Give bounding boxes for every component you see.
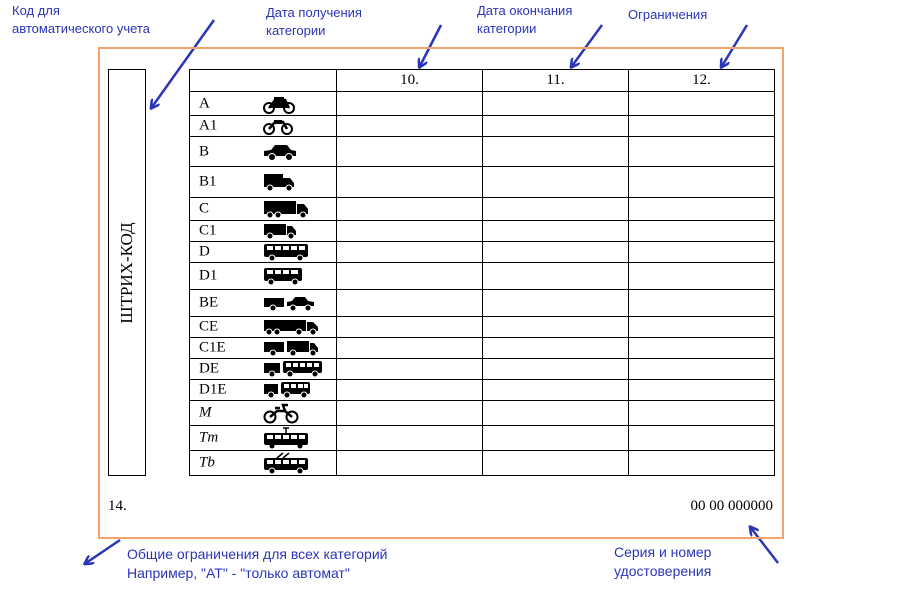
restrictions-cell [629, 116, 775, 137]
category-cell [190, 401, 337, 426]
annotation-code-auto: Код для автоматического учета [12, 3, 150, 36]
date-end-cell [483, 263, 629, 290]
category-label: A1 [199, 117, 218, 134]
date-received-cell [337, 338, 483, 359]
header-row [190, 70, 775, 92]
date-end-cell [483, 290, 629, 317]
category-cell [190, 338, 337, 359]
trolleybus-icon [263, 452, 309, 474]
category-cell [190, 92, 337, 116]
arrow-general [86, 540, 120, 563]
category-row-ce [190, 317, 775, 338]
date-end-cell [483, 401, 629, 426]
category-row-a1 [190, 116, 775, 137]
header-col-11: 11. [483, 70, 629, 92]
small-truck-trailer-icon [263, 339, 319, 357]
category-cell [190, 167, 337, 198]
category-label: B1 [199, 173, 217, 190]
category-cell [190, 137, 337, 167]
tram-icon [263, 427, 309, 449]
light-motorcycle-icon [263, 117, 293, 135]
category-label: BE [199, 294, 219, 311]
restrictions-cell [629, 290, 775, 317]
date-end-cell [483, 451, 629, 476]
restrictions-cell [629, 359, 775, 380]
date-end-cell [483, 317, 629, 338]
category-cell [190, 116, 337, 137]
category-label: A [199, 95, 210, 111]
date-received-cell [337, 137, 483, 167]
date-received-cell [337, 401, 483, 426]
moped-icon [263, 402, 299, 424]
date-received-cell [337, 359, 483, 380]
date-received-cell [337, 167, 483, 198]
date-received-cell [337, 198, 483, 221]
category-row-c1 [190, 221, 775, 242]
restrictions-cell [629, 380, 775, 401]
category-row-tm [190, 426, 775, 451]
annotation-date-received: Дата получения категории [266, 5, 362, 38]
date-received-cell [337, 263, 483, 290]
barcode-label: ШТРИХ-КОД [117, 221, 136, 324]
category-label: DE [199, 360, 219, 377]
date-received-cell [337, 380, 483, 401]
car-trailer-icon [263, 294, 315, 312]
date-end-cell [483, 137, 629, 167]
date-end-cell [483, 359, 629, 380]
category-row-tb [190, 451, 775, 476]
restrictions-cell [629, 263, 775, 290]
annotation-general-restrictions: Общие ограничения для всех категорий Например, "АТ" - "только автомат" [127, 546, 388, 581]
small-bus-icon [263, 266, 303, 286]
serial-number: 00 00 000000 [690, 498, 773, 514]
category-row-a [190, 92, 775, 116]
restrictions-cell [629, 221, 775, 242]
categories-table [189, 69, 775, 476]
truck-trailer-icon [263, 318, 319, 336]
restrictions-cell [629, 92, 775, 116]
restrictions-cell [629, 451, 775, 476]
header-col-10: 10. [337, 70, 483, 92]
category-cell [190, 263, 337, 290]
category-row-b1 [190, 167, 775, 198]
restrictions-cell [629, 137, 775, 167]
date-received-cell [337, 221, 483, 242]
restrictions-cell [629, 242, 775, 263]
category-label: Tm [199, 429, 219, 446]
category-label: C1E [199, 339, 226, 356]
category-cell [190, 198, 337, 221]
annotation-series-number: Серия и номер удостоверения [614, 544, 712, 579]
header-blank [190, 70, 337, 92]
small-bus-trailer-icon [263, 381, 311, 399]
category-row-c1e [190, 338, 775, 359]
date-received-cell [337, 242, 483, 263]
category-cell [190, 242, 337, 263]
category-row-m [190, 401, 775, 426]
category-label: C1 [199, 222, 217, 239]
date-received-cell [337, 426, 483, 451]
motorcycle-icon [263, 94, 295, 114]
category-label: C [199, 200, 210, 217]
date-received-cell [337, 451, 483, 476]
category-label: CE [199, 318, 219, 335]
restrictions-cell [629, 167, 775, 198]
category-row-de [190, 359, 775, 380]
date-end-cell [483, 242, 629, 263]
category-cell [190, 290, 337, 317]
date-received-cell [337, 92, 483, 116]
category-cell [190, 221, 337, 242]
category-cell [190, 426, 337, 451]
light-truck-icon [263, 172, 295, 192]
bus-icon [263, 243, 309, 261]
date-end-cell [483, 167, 629, 198]
truck-icon [263, 199, 309, 219]
category-row-b [190, 137, 775, 167]
restrictions-cell [629, 426, 775, 451]
restrictions-cell [629, 317, 775, 338]
date-received-cell [337, 317, 483, 338]
category-row-be [190, 290, 775, 317]
category-label: M [199, 404, 212, 421]
category-row-c [190, 198, 775, 221]
restrictions-cell [629, 401, 775, 426]
category-label: D1E [199, 381, 227, 398]
category-row-d1e [190, 380, 775, 401]
bus-trailer-icon [263, 360, 323, 378]
date-end-cell [483, 221, 629, 242]
date-end-cell [483, 198, 629, 221]
category-label: Tb [199, 454, 215, 471]
category-cell [190, 451, 337, 476]
category-label: D1 [199, 267, 218, 284]
date-received-cell [337, 290, 483, 317]
date-end-cell [483, 116, 629, 137]
field-14-label: 14. [108, 498, 127, 514]
annotation-restrictions: Ограничения [628, 7, 708, 22]
date-end-cell [483, 426, 629, 451]
date-end-cell [483, 92, 629, 116]
date-end-cell [483, 380, 629, 401]
restrictions-cell [629, 338, 775, 359]
date-end-cell [483, 338, 629, 359]
date-received-cell [337, 116, 483, 137]
small-truck-icon [263, 222, 297, 240]
barcode-box [108, 69, 146, 476]
category-label: B [199, 143, 210, 159]
header-col-12: 12. [629, 70, 775, 92]
category-cell [190, 359, 337, 380]
annotation-date-end: Дата окончания категории [477, 3, 573, 36]
category-row-d [190, 242, 775, 263]
restrictions-cell [629, 198, 775, 221]
category-label: D [199, 243, 210, 260]
category-cell [190, 317, 337, 338]
category-row-d1 [190, 263, 775, 290]
car-icon [263, 143, 297, 161]
category-cell [190, 380, 337, 401]
